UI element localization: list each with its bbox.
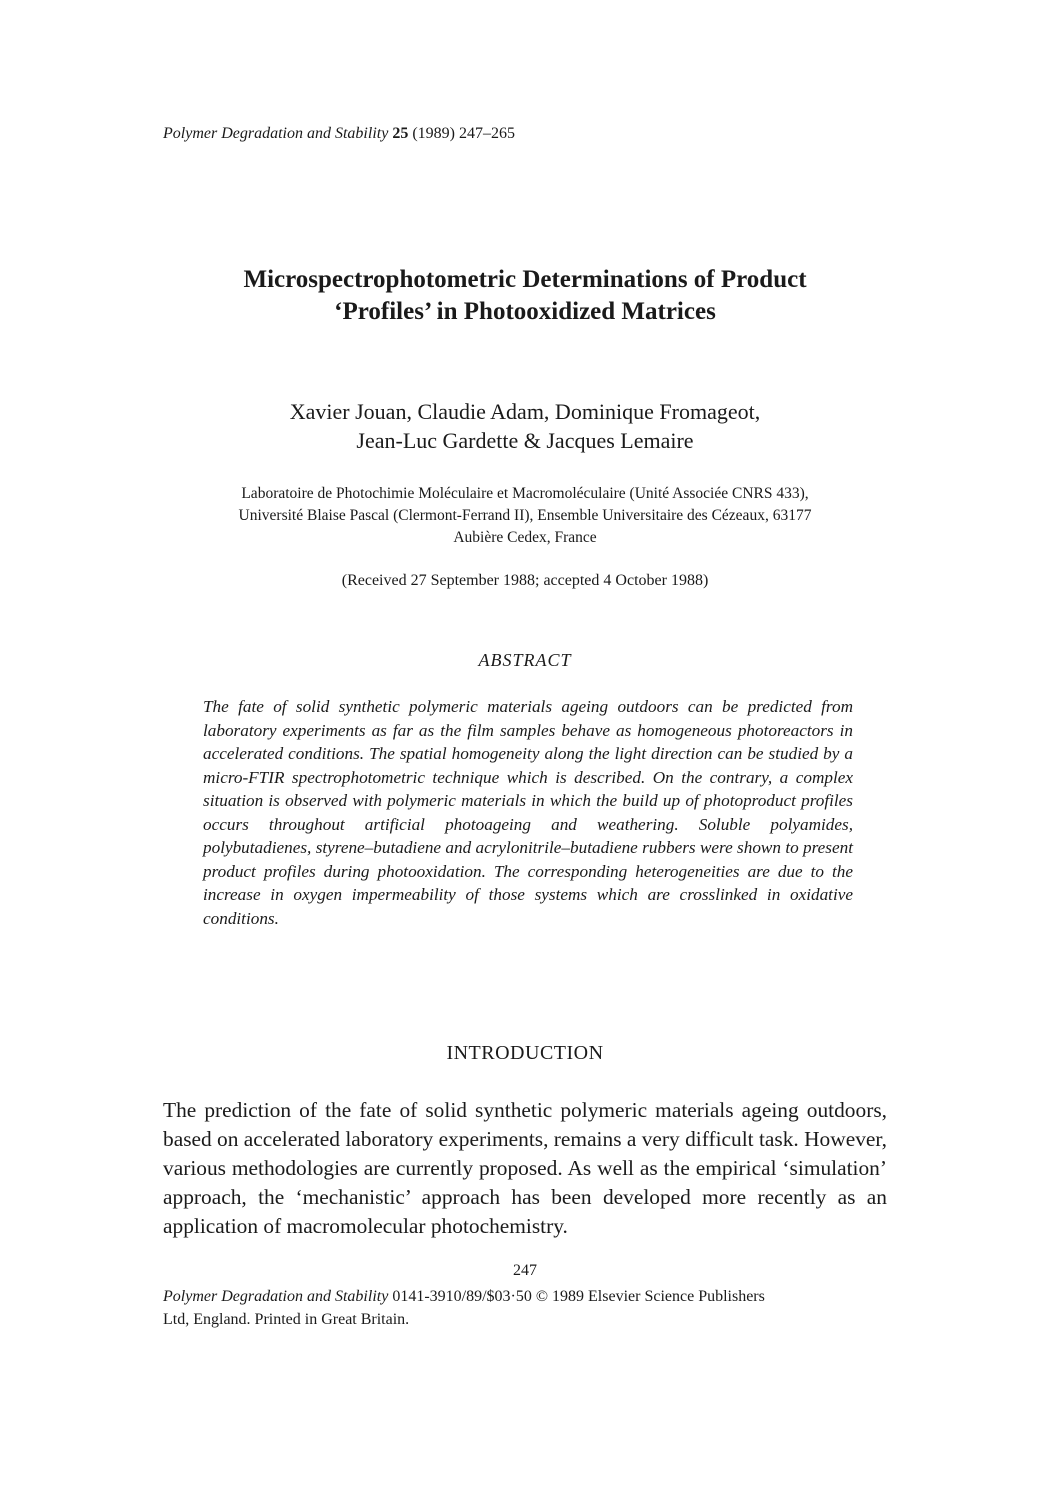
title-line-2: ‘Profiles’ in Photooxidized Matrices bbox=[334, 298, 716, 325]
authors-line-1: Xavier Jouan, Claudie Adam, Dominique Fromageot, bbox=[289, 399, 761, 424]
affiliation-line-2: Université Blaise Pascal (Clermont-Ferrand II), Ensemble Universitaire des Cézeaux, 63177 bbox=[238, 507, 812, 524]
copyright-footer bbox=[163, 1285, 903, 1331]
paper-title bbox=[120, 264, 930, 328]
running-head bbox=[163, 125, 515, 143]
received-dates: (Received 27 September 1988; accepted 4 October 1988) bbox=[341, 572, 709, 589]
footer-journal: Polymer Degradation and Stability bbox=[163, 1288, 389, 1305]
page-number: 247 bbox=[513, 1262, 537, 1279]
footer-line-2: Ltd, England. Printed in Great Britain. bbox=[163, 1311, 410, 1328]
affiliation-line-3: Aubière Cedex, France bbox=[453, 529, 597, 546]
abstract-text: The fate of solid synthetic polymeric materials ageing outdoors can be predicted from laboratory experiments as far as the film samples behave as homogeneous photoreactors in accelerated conditions. The spatial homogeneity along the light direction can be studied by a micro-FTIR spectrophotometric technique which is described. On the contrary, a complex situation is observed with polymeric materials in which the build up of photoproduct profiles occurs throughout artificial photoageing and weathering. Soluble polyamides, polybutadienes, styrene–butadiene and acrylonitrile–butadiene rubbers were shown to present product profiles during photooxidation. The corresponding heterogeneities are due to the increase in oxygen impermeability of those systems which are crosslinked in oxidative conditions. bbox=[203, 697, 853, 928]
author-list bbox=[120, 397, 930, 455]
introduction-heading: INTRODUCTION bbox=[446, 1042, 604, 1064]
footer-details: 0141-3910/89/$03·50 © 1989 Elsevier Science Publishers bbox=[392, 1288, 765, 1305]
running-head-year-pages: (1989) 247–265 bbox=[412, 125, 515, 142]
title-line-1: Microspectrophotometric Determinations of Product bbox=[243, 266, 807, 293]
affiliation-line-1: Laboratoire de Photochimie Moléculaire et Macromoléculaire (Unité Associée CNRS 433), bbox=[241, 485, 809, 502]
running-head-journal: Polymer Degradation and Stability bbox=[163, 125, 389, 142]
running-head-volume: 25 bbox=[392, 125, 409, 142]
authors-line-2: Jean-Luc Gardette & Jacques Lemaire bbox=[356, 428, 694, 453]
footer-line-1 bbox=[163, 1285, 903, 1308]
affiliation bbox=[150, 483, 900, 549]
abstract-heading: ABSTRACT bbox=[478, 650, 572, 670]
introduction-paragraph: The prediction of the fate of solid synthetic polymeric materials ageing outdoors, based on accelerated laboratory experiments, remains a very difficult task. However, various methodologies are currently proposed. As well as the empirical ‘simulation’ approach, the ‘mechanistic’ approach has been developed more recently as an application of macromolecular photochemistry. bbox=[163, 1098, 887, 1238]
